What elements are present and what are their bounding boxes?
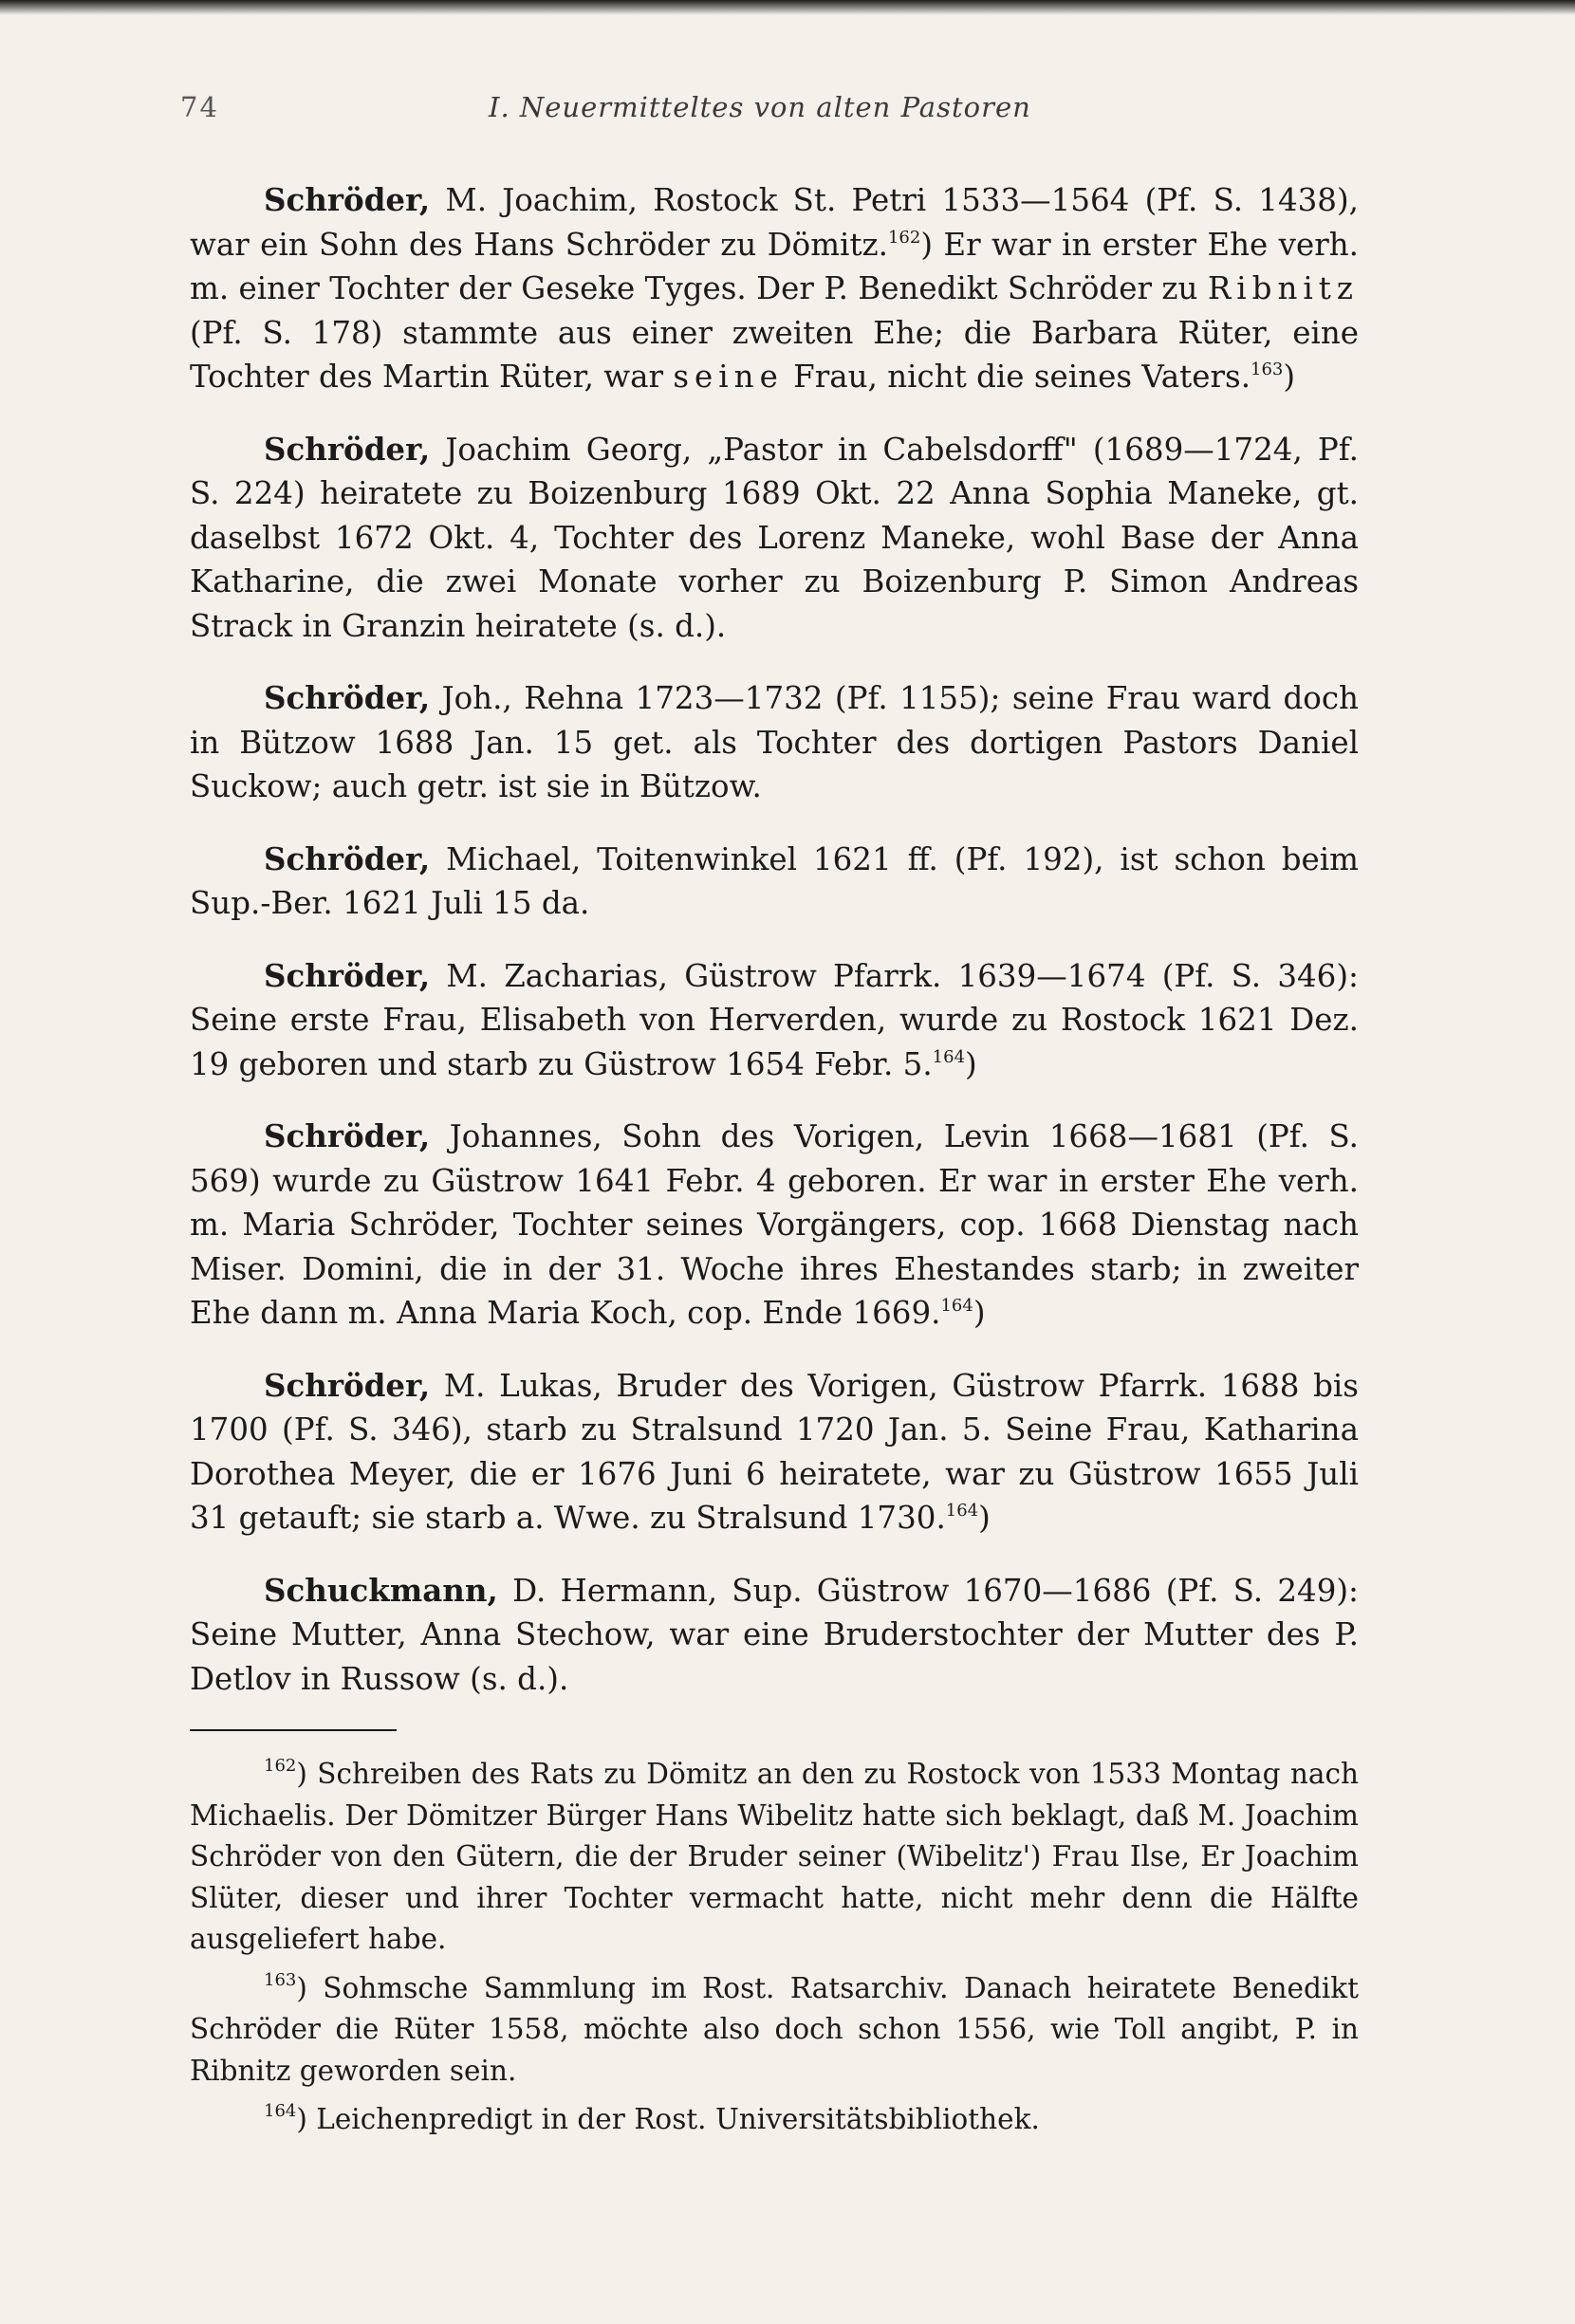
footnote-164 [190, 2099, 1359, 2141]
entry-schuckmann-hermann [190, 1569, 1359, 1702]
entry-name: Schröder, [264, 956, 431, 994]
footnote-text: ) Sohmsche Sammlung im Rost. Ratsarchiv. Danach heiratete Benedikt Schröder die Rüter 1558, möchte also doch schon 1556, wie Toll angibt, P. in Ribnitz geworden sein. [190, 1971, 1359, 2087]
spaced-word: seine [673, 359, 784, 395]
entry-text: (Pf. S. 178) stammte aus einer zweiten Ehe; die Barbara Rüter, eine Tochter des Martin Rüter, war [190, 314, 1359, 395]
entry-name: Schröder, [264, 181, 431, 218]
entry-name: Schröder, [264, 679, 431, 716]
entry-name: Schröder, [264, 1366, 431, 1404]
entry-schroeder-michael [190, 838, 1359, 926]
footnote-divider [190, 1729, 397, 1731]
running-title: I. Neuermitteltes von alten Pastoren [489, 91, 1031, 123]
entry-text: M. Joachim, Rostock St. Petri 1533—1564 (Pf. S. 1438), war ein Sohn des Hans Schröder zu Dömitz. [190, 182, 1359, 263]
footnote-163 [190, 1968, 1359, 2093]
entry-name: Schröder, [264, 1117, 431, 1154]
footnote-number: 163 [264, 1969, 297, 1990]
footnote-162 [190, 1754, 1359, 1961]
entry-schroeder-lukas [190, 1364, 1359, 1540]
entry-name: Schuckmann, [264, 1571, 498, 1609]
entry-schroeder-joachim-rostock [190, 178, 1359, 399]
entry-name: Schröder, [264, 839, 431, 877]
entry-text: Joh., Rehna 1723—1732 (Pf. 1155); seine Frau ward doch in Bützow 1688 Jan. 15 get. als Tochter des dortigen Pastors Daniel Suckow; auch getr. ist sie in Bützow. [190, 680, 1359, 804]
running-header [180, 91, 1366, 138]
entry-text: ) [965, 1045, 977, 1082]
entry-text: Michael, Toitenwinkel 1621 ff. (Pf. 192), ist schon beim Sup.-Ber. 1621 Juli 15 da. [190, 840, 1359, 921]
entry-schroeder-joachim-georg [190, 428, 1359, 649]
entry-text: D. Hermann, Sup. Güstrow 1670—1686 (Pf. S. 249): Seine Mutter, Anna Stechow, war eine Bruderstochter der Mutter des P. Detlov in Russow (s. d.). [190, 1572, 1359, 1697]
entry-schroeder-zacharias [190, 954, 1359, 1087]
entry-text: ) [1283, 359, 1296, 395]
footnote-number: 162 [264, 1756, 297, 1776]
footnote-text: ) Schreiben des Rats zu Dömitz an den zu Rostock von 1533 Montag nach Michaelis. Der Dömitzer Bürger Hans Wibelitz hatte sich beklagt, daß M. Joachim Schröder von den Gütern, die der Bruder seiner (Wibelitz') Frau Ilse, Er Joachim Slüter, dieser und ihrer Tochter vermacht hatte, nicht mehr denn die Hälfte ausgeliefert habe. [190, 1758, 1359, 1955]
footnote-number: 164 [264, 2101, 297, 2121]
entry-text: M. Zacharias, Güstrow Pfarrk. 1639—1674 (Pf. S. 346): Seine erste Frau, Elisabeth von Herverden, wurde zu Rostock 1621 Dez. 19 geboren und starb zu Güstrow 1654 Febr. 5. [190, 957, 1359, 1082]
entry-text: Johannes, Sohn des Vorigen, Levin 1668—1681 (Pf. S. 569) wurde zu Güstrow 1641 Febr. 4 geboren. Er war in erster Ehe verh. m. Maria Schröder, Tochter seines Vorgängers, cop. 1668 Dienstag nach Miser. Domini, die in der 31. Woche ihres Ehestandes starb; in zweiter Ehe dann m. Anna Maria Koch, cop. Ende 1669. [190, 1118, 1359, 1331]
entry-schroeder-joh-rehna [190, 676, 1359, 809]
entry-text: M. Lukas, Bruder des Vorigen, Güstrow Pfarrk. 1688 bis 1700 (Pf. S. 346), starb zu Stralsund 1720 Jan. 5. Seine Frau, Katharina Dorothea Meyer, die er 1676 Juni 6 heiratete, war zu Güstrow 1655 Juli 31 getauft; sie starb a. Wwe. zu Stralsund 1730. [190, 1367, 1359, 1536]
footnote-ref: 164 [932, 1046, 966, 1067]
footnote-ref: 164 [940, 1296, 973, 1316]
entry-schroeder-johannes [190, 1115, 1359, 1336]
entry-name: Schröder, [264, 430, 431, 468]
entry-text: Joachim Georg, „Pastor in Cabelsdorff" (1689—1724, Pf. S. 224) heiratete zu Boizenburg 1689 Okt. 22 Anna Sophia Maneke, gt. daselbst 1672 Okt. 4, Tochter des Lorenz Maneke, wohl Base der Anna Katharine, die zwei Monate vorher zu Boizenburg P. Simon Andreas Strack in Granzin heiratete (s. d.). [190, 431, 1359, 644]
entry-text: ) [978, 1500, 991, 1536]
entry-text: Frau, nicht die seines Vaters. [783, 359, 1251, 395]
footnote-ref: 164 [945, 1501, 979, 1521]
entry-text: ) [973, 1295, 986, 1331]
scan-edge-shadow [0, 0, 1575, 15]
spaced-place-name: Ribnitz [1207, 270, 1359, 306]
footnote-ref: 163 [1251, 360, 1284, 379]
footnote-ref: 162 [887, 227, 921, 248]
entry-text: ) Er war in erster Ehe verh. m. einer Tochter der Geseke Tyges. Der P. Benedikt Schröder zu [190, 226, 1359, 306]
main-text [190, 178, 1359, 2149]
page-number: 74 [180, 91, 219, 123]
footnote-text: ) Leichenpredigt in der Rost. Universitätsbibliothek. [296, 2103, 1040, 2135]
